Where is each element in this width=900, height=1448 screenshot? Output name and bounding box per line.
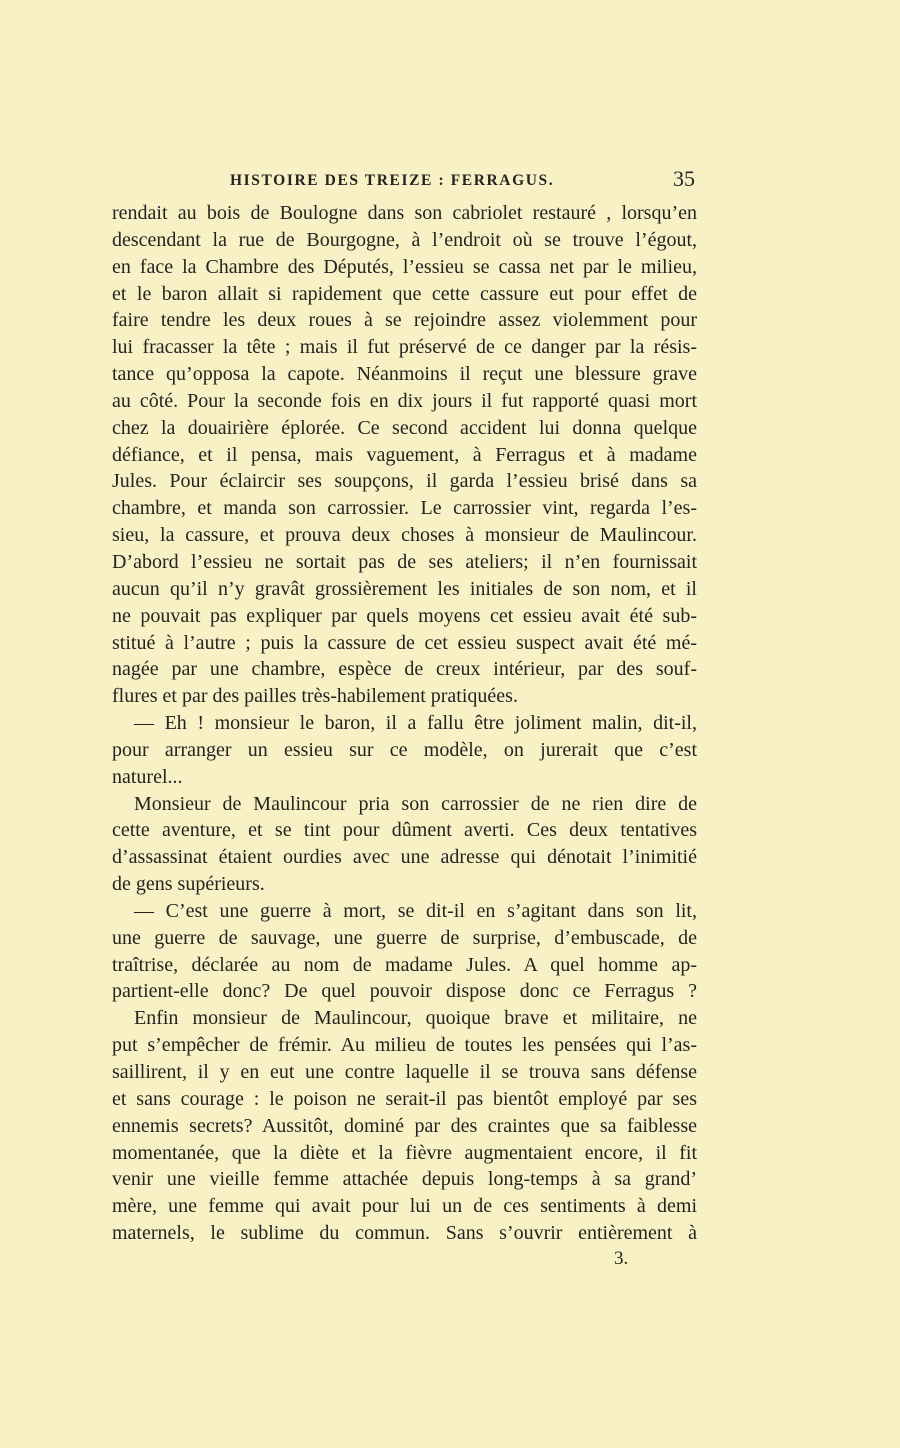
text-line: descendant la rue de Bourgogne, à l’endroit où se trouve l’égout, — [112, 228, 697, 251]
text-line: aucun qu’il n’y gravât grossièrement les initiales de son nom, et il — [112, 577, 697, 600]
text-line: lui fracasser la tête ; mais il fut préservé de ce danger par la résis- — [112, 336, 697, 359]
text-line: put s’empêcher de frémir. Au milieu de toutes les pensées qui l’as- — [112, 1034, 697, 1057]
text-line: ne pouvait pas expliquer par quels moyens cet essieu avait été sub- — [112, 604, 697, 627]
text-line: en face la Chambre des Députés, l’essieu se cassa net par le milieu, — [112, 255, 697, 278]
text-line: venir une vieille femme attachée depuis long-temps à sa grand’ — [112, 1168, 697, 1191]
body-text — [112, 200, 697, 1247]
text-line: pour arranger un essieu sur ce modèle, on jurerait que c’est — [112, 738, 697, 761]
text-line: et sans courage : le poison ne serait-il pas bientôt employé par ses — [112, 1087, 697, 1110]
text-line: cette aventure, et se tint pour dûment averti. Ces deux tentatives — [112, 819, 697, 842]
text-line: Jules. Pour éclaircir ses soupçons, il garda l’essieu brisé dans sa — [112, 470, 697, 493]
text-line: momentanée, que la diète et la fièvre augmentaient encore, il fit — [112, 1141, 697, 1164]
text-line: et le baron allait si rapidement que cette cassure eut pour effet de — [112, 282, 697, 305]
text-line: naturel... — [112, 765, 183, 788]
text-line: maternels, le sublime du commun. Sans s’ouvrir entièrement à — [112, 1222, 697, 1245]
text-line: sieu, la cassure, et prouva deux choses à monsieur de Maulincour. — [112, 524, 697, 547]
text-line: D’abord l’essieu ne sortait pas de ses ateliers; il n’en fournissait — [112, 550, 697, 573]
text-line: chez la douairière éplorée. Ce second accident lui donna quelque — [112, 416, 697, 439]
page-number: 35 — [673, 166, 695, 191]
text-line: nagée par une chambre, espèce de creux intérieur, par des souf- — [112, 658, 697, 681]
text-line: défiance, et il pensa, mais vaguement, à Ferragus et à madame — [112, 443, 697, 466]
text-line: au côté. Pour la seconde fois en dix jours il fut rapporté quasi mort — [112, 389, 697, 412]
text-line: mère, une femme qui avait pour lui un de ces sentiments à demi — [112, 1195, 697, 1218]
running-header — [112, 166, 697, 196]
text-line: traîtrise, déclarée au nom de madame Jules. A quel homme ap- — [112, 953, 697, 976]
text-line: une guerre de sauvage, une guerre de surprise, d’embuscade, de — [112, 926, 697, 949]
signature-mark: 3. — [614, 1248, 629, 1269]
text-line: — C’est une guerre à mort, se dit-il en s’agitant dans son lit, — [134, 899, 697, 922]
text-line: Enfin monsieur de Maulincour, quoique brave et militaire, ne — [134, 1007, 697, 1030]
text-line: partient-elle donc? De quel pouvoir dispose donc ce Ferragus ? — [112, 980, 697, 1003]
text-line: rendait au bois de Boulogne dans son cabriolet restauré , lorsqu’en — [112, 202, 697, 224]
text-line: — Eh ! monsieur le baron, il a fallu être joliment malin, dit-il, — [134, 712, 697, 735]
text-line: faire tendre les deux roues à se rejoindre assez violemment pour — [112, 309, 697, 332]
text-line: flures et par des pailles très-habilement pratiquées. — [112, 685, 518, 708]
text-line: ennemis secrets? Aussitôt, dominé par des craintes que sa faiblesse — [112, 1114, 697, 1137]
running-title: HISTOIRE DES TREIZE : FERRAGUS. — [230, 172, 555, 189]
text-line: chambre, et manda son carrossier. Le carrossier vint, regarda l’es- — [112, 497, 697, 520]
text-line: tance qu’opposa la capote. Néanmoins il reçut une blessure grave — [112, 363, 697, 386]
text-line: d’assassinat étaient ourdies avec une adresse qui dénotait l’inimitié — [112, 846, 697, 869]
text-line: stitué à l’autre ; puis la cassure de cet essieu suspect avait été mé- — [112, 631, 697, 654]
text-line: saillirent, il y en eut une contre laquelle il se trouva sans défense — [112, 1061, 697, 1083]
text-line: Monsieur de Maulincour pria son carrossier de ne rien dire de — [134, 792, 697, 815]
text-line: de gens supérieurs. — [112, 873, 265, 896]
